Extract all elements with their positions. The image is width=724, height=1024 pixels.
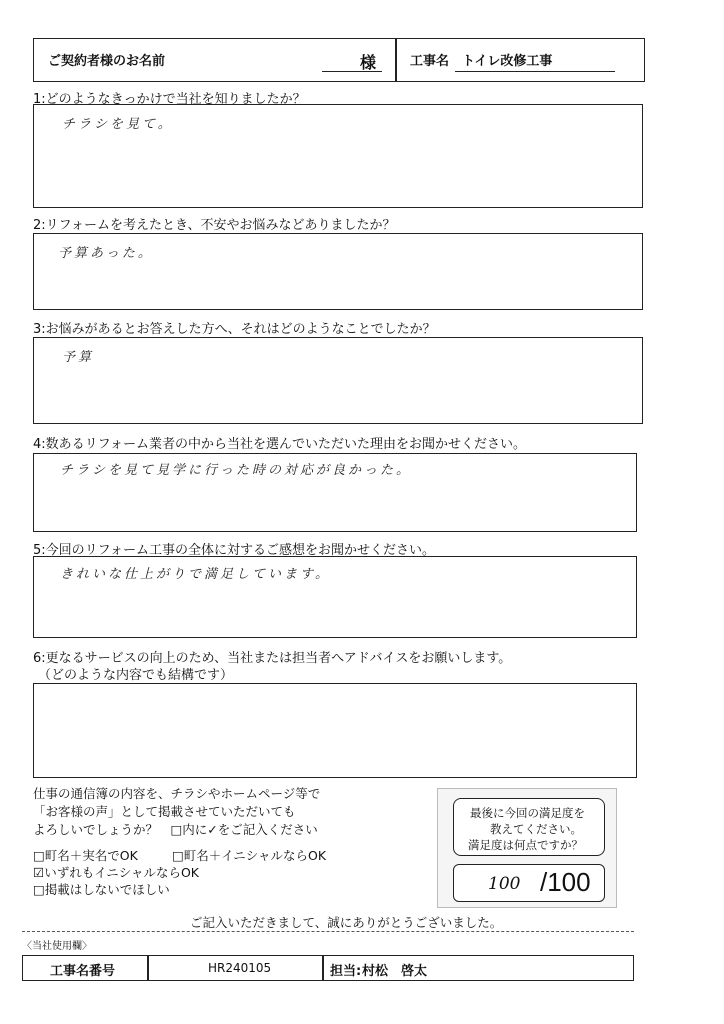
consent-option-no-publish[interactable]: □掲載はしないでほしい [33, 882, 170, 897]
consent-line-1: 仕事の通信簿の内容を、チラシやホームページ等で [33, 786, 321, 801]
satisfaction-prompt-line-1: 最後に今回の満足度を [470, 806, 585, 820]
question-6-sublabel: （どのような内容でも結構です） [38, 668, 234, 683]
question-3-label: 3:お悩みがあるとお答えした方へ、それはどのようなことでしたか？ [33, 322, 436, 337]
consent-option-real-name[interactable]: □町名＋実名でOK [33, 848, 138, 863]
answer-5-text: きれいな仕上がりで満足しています。 [60, 567, 331, 582]
answer-2-text: 予算あった。 [58, 246, 154, 261]
answer-6-box[interactable] [33, 683, 637, 778]
satisfaction-prompt-line-2: 教えてください。 [490, 822, 582, 836]
thanks-message: ご記入いただきまして、誠にありがとうございました。 [190, 915, 503, 930]
answer-4-text: チラシを見て見学に行った時の対応が良かった。 [60, 463, 413, 478]
honorific: 様 [360, 53, 377, 72]
question-4-label: 4:数あるリフォーム業者の中から当社を選んでいただいた理由をお聞かせください。 [33, 437, 527, 452]
answer-3-text: 予算 [62, 350, 95, 365]
consent-option-town-initials[interactable]: □町名＋イニシャルならOK [172, 848, 327, 863]
header-divider [395, 38, 397, 82]
internal-staff-label: 担当: [330, 964, 362, 979]
consent-line-2: 「お客様の声」として掲載させていただいても [33, 804, 296, 819]
consent-line-3: よろしいでしょうか？ □内に✓をご記入ください [33, 822, 318, 837]
internal-staff-name: 村松 啓太 [362, 964, 428, 979]
dashed-divider [22, 931, 634, 932]
satisfaction-max: /100 [540, 867, 591, 897]
question-5-label: 5:今回のリフォーム工事の全体に対するご感想をお聞かせください。 [33, 543, 436, 558]
internal-number-value: HR240105 [208, 961, 272, 975]
internal-divider-1 [147, 955, 149, 981]
question-2-label: 2:リフォームを考えたとき、不安やお悩みなどありましたか？ [33, 218, 396, 233]
internal-number-label: 工事名番号 [50, 964, 116, 979]
question-6-label: 6:更なるサービスの向上のため、当社または担当者へアドバイスをお願いします。 [33, 651, 512, 666]
project-name: トイレ改修工事 [462, 54, 553, 69]
answer-3-box[interactable] [33, 337, 643, 424]
satisfaction-score: 100 [488, 874, 521, 894]
consent-option-initials-only[interactable]: ☑いずれもイニシャルならOK [33, 865, 199, 880]
satisfaction-prompt-line-3: 満足度は何点ですか？ [468, 838, 583, 852]
project-label: 工事名 [410, 54, 450, 69]
customer-name-label: ご契約者様のお名前 [48, 54, 166, 69]
internal-section-label: 〈当社使用欄〉 [22, 941, 92, 952]
question-1-label: 1:どのようなきっかけで当社を知りましたか？ [33, 92, 306, 107]
internal-divider-2 [322, 955, 324, 981]
answer-1-text: チラシを見て。 [62, 117, 174, 132]
project-name-underline [455, 71, 615, 72]
